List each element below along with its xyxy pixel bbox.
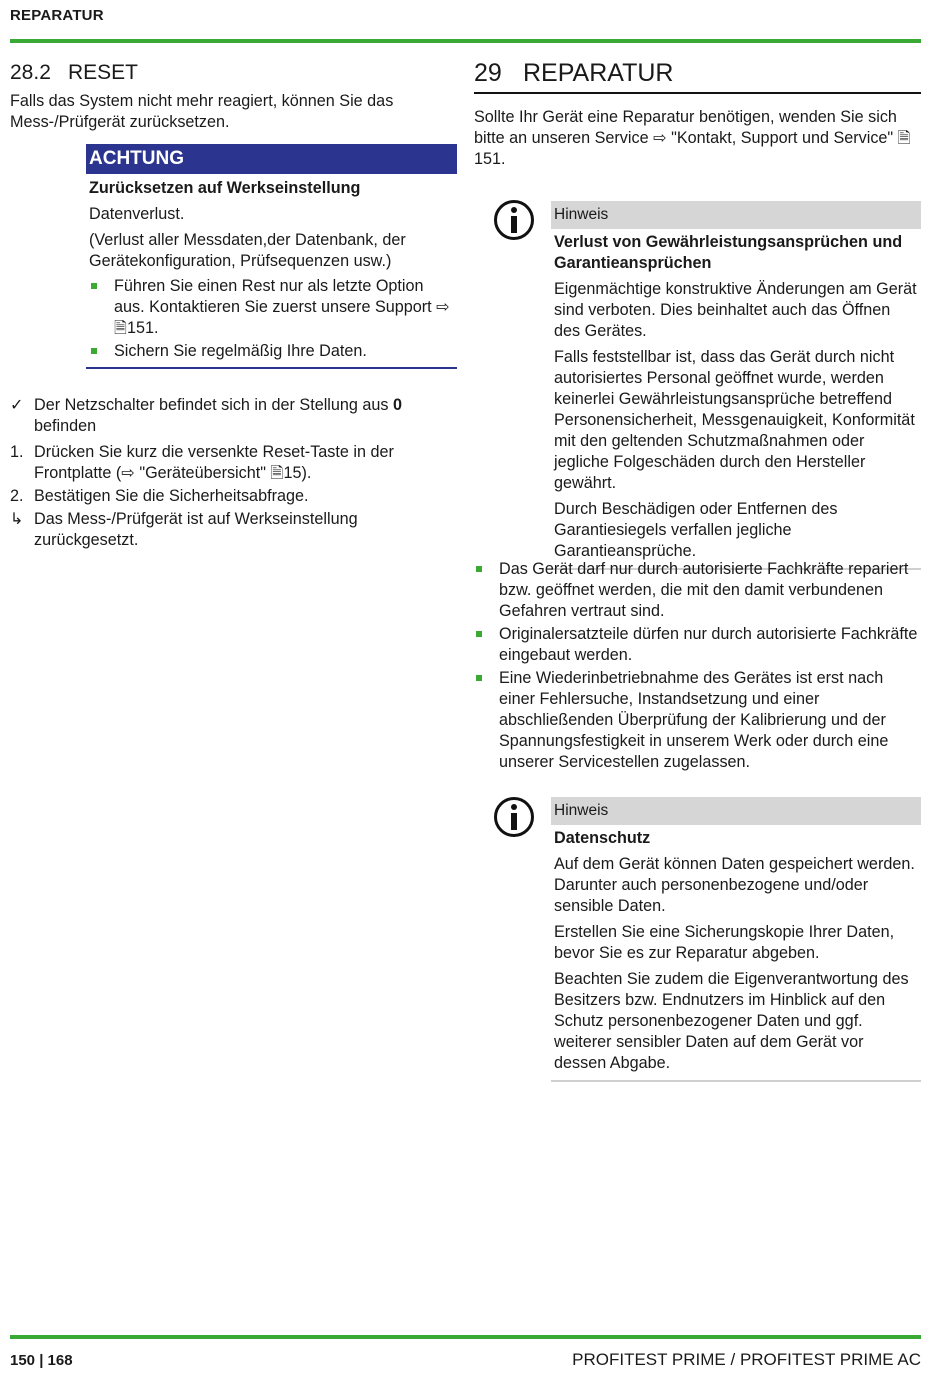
warning-bottom-rule <box>86 367 457 369</box>
repair-bullets <box>474 559 921 773</box>
reset-intro: Falls das System nicht mehr reagiert, können Sie das Mess-/Prüfgerät zurücksetzen. <box>10 92 394 131</box>
section-title: RESET <box>68 61 139 84</box>
checkmark-icon: ✓ <box>10 396 24 414</box>
note-paragraph: Falls feststellbar ist, dass das Gerät durch nicht autorisiertes Personal geöffnet wurde, werden keinerlei Gewährleistungsansprüche betreffend Personensicherheit, Messgenauigkeit, Konformität mit den geltenden Schutzmaßnahmen oder jegliche Folgeschäden durch den Hersteller gewährt. <box>554 348 915 492</box>
bullet-square-icon <box>476 675 482 681</box>
note-title: Verlust von Gewährleistungsansprüchen und Garantieansprüchen <box>554 233 903 272</box>
product-name: PROFITEST PRIME / PROFITEST PRIME AC <box>572 1350 921 1369</box>
right-column <box>474 58 921 170</box>
bullet-square-icon <box>476 566 482 572</box>
note-paragraph: Beachten Sie zudem die Eigenverantwortung des Besitzers bzw. Endnutzers im Hinblick auf den Schutz personenbezogener Daten und ggf. weiterer sensibler Daten auf dem Gerät vor dessen Abgabe. <box>554 970 909 1072</box>
running-header: REPARATUR <box>10 7 104 24</box>
note-label: Hinweis <box>551 797 921 825</box>
warning-title: Zurücksetzen auf Werkseinstellung <box>89 179 361 197</box>
note-label: Hinweis <box>551 201 921 229</box>
note-bottom-rule <box>551 1080 921 1082</box>
page-number: 150 | 168 <box>10 1352 73 1369</box>
reset-steps <box>10 395 455 551</box>
bullet-square-icon <box>476 631 482 637</box>
list-item: Das Gerät darf nur durch autorisierte Fachkräfte repariert bzw. geöffnet werden, die mit den damit verbundenen Gefahren vertraut sind. <box>474 559 921 622</box>
note-warranty <box>551 201 921 570</box>
warning-line: Datenverlust. <box>89 205 185 223</box>
bullet-square-icon <box>91 348 97 354</box>
section-heading-28-2 <box>10 60 457 86</box>
warning-label: ACHTUNG <box>86 144 457 174</box>
note-paragraph: Auf dem Gerät können Daten gespeichert werden. Darunter auch personenbezogene und/oder sensible Daten. <box>554 855 915 915</box>
note-data-protection <box>551 797 921 1082</box>
heading-rule <box>474 92 921 94</box>
repair-intro: Sollte Ihr Gerät eine Reparatur benötigen, wenden Sie sich bitte an unseren Service ⇨ "Kontakt, Support und Service" 🗎151. <box>474 108 911 168</box>
footer-rule <box>10 1335 921 1339</box>
warning-line: (Verlust aller Messdaten,der Datenbank, der Gerätekonfiguration, Prüfsequenzen usw.) <box>89 231 406 270</box>
list-item: Eine Wiederinbetriebnahme des Gerätes ist erst nach einer Fehlersuche, Instandsetzung und einer abschließenden Überprüfung der Kalibrierung und der Spannungsfestigkeit in unserem Werk oder durch eine unserer Servicestellen zugelassen. <box>474 668 921 773</box>
step-item: 1. Drücken Sie kurz die versenkte Reset-Taste in der Frontplatte (⇨ "Geräteübersicht" 🗎15). <box>10 443 394 482</box>
section-heading-29 <box>474 58 921 88</box>
section-number: 28.2 <box>10 61 51 84</box>
info-icon <box>494 797 534 837</box>
note-paragraph: Durch Beschädigen oder Entfernen des Garantiesiegels verfallen jegliche Garantieansprüche. <box>554 500 838 560</box>
warning-bullets <box>86 272 457 362</box>
info-icon <box>494 200 534 240</box>
step-number: 2. <box>10 487 24 505</box>
result-arrow-icon: ↳ <box>10 510 24 528</box>
note-paragraph: Eigenmächtige konstruktive Änderungen am Gerät sind verboten. Dies beinhaltet auch das Öffnen des Gerätes. <box>554 280 917 340</box>
section-number: 29 <box>474 59 502 87</box>
step-number: 1. <box>10 443 24 461</box>
warning-box <box>86 144 457 369</box>
precondition-item: ✓ Der Netzschalter befindet sich in der Stellung aus 0 befinden <box>10 396 403 435</box>
step-item: 2. Bestätigen Sie die Sicherheitsabfrage. <box>10 487 309 505</box>
result-item: ↳ Das Mess-/Prüfgerät ist auf Werkseinstellung zurückgesetzt. <box>10 510 358 549</box>
note-paragraph: Erstellen Sie eine Sicherungskopie Ihrer Daten, bevor Sie es zur Reparatur abgeben. <box>554 923 895 962</box>
section-title: REPARATUR <box>523 59 674 87</box>
bullet-square-icon <box>91 283 97 289</box>
header-rule <box>10 39 921 43</box>
list-item: Führen Sie einen Rest nur als letzte Option aus. Kontaktieren Sie zuerst unsere Support ⇨🗎151. <box>89 276 454 339</box>
list-item: Originalersatzteile dürfen nur durch autorisierte Fachkräfte eingebaut werden. <box>474 624 921 666</box>
note-title: Datenschutz <box>554 829 651 847</box>
list-item: Sichern Sie regelmäßig Ihre Daten. <box>89 341 454 362</box>
left-column <box>10 60 457 551</box>
